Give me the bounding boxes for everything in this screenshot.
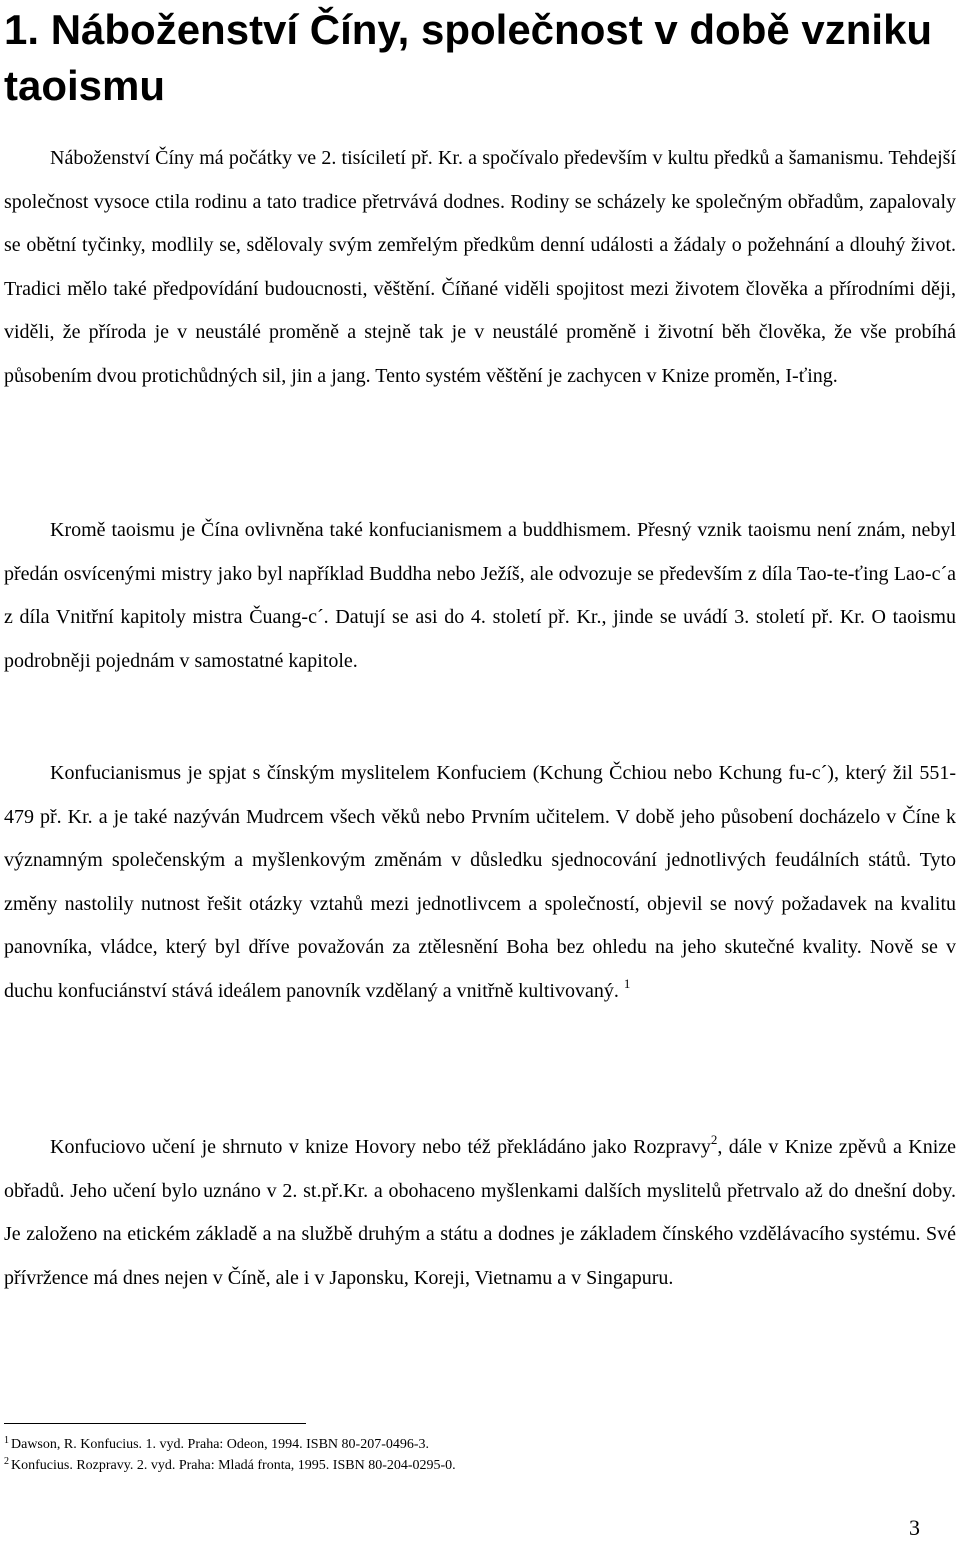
footnote-1 <box>4 1437 944 1453</box>
footnote-text-2: Konfucius. Rozpravy. 2. vyd. Praha: Mladá fronta, 1995. ISBN 80-204-0295-0. <box>11 1458 456 1473</box>
footnote-ref-2: 2 <box>710 1132 718 1147</box>
footnote-text-1: Dawson, R. Konfucius. 1. vyd. Praha: Odeon, 1994. ISBN 80-207-0496-3. <box>11 1437 430 1452</box>
footnote-2 <box>4 1458 944 1474</box>
chapter-heading: 1. Náboženství Číny, společnost v době vzniku taoismu <box>4 6 933 109</box>
paragraph-taoism: Kromě taoismu je Čína ovlivněna také konfucianismem a buddhismem. Přesný vznik taoismu není znám, nebyl předán osvícenými mistry jako byl například Buddha nebo Ježíš, ale odvozuje se především z díla Tao-te-ťing Lao-c´a z díla Vnitřní kapitoly mistra Čuang-c´. Datují se asi do 4. století př. Kr., jinde se uvádí 3. století př. Kr. O taoismu podrobněji pojednám v samostatné kapitole. <box>4 519 956 672</box>
paragraph-confucianism <box>4 752 956 1014</box>
paragraph-teachings <box>4 1126 956 1300</box>
paragraph-confucianism-text: Konfucianismus je spjat s čínským myslitelem Konfuciem (Kchung Čchiou nebo Kchung fu-c´), který žil 551-479 př. Kr. a je také nazýván Mudrcem všech věků nebo Prvním učitelem. V době jeho působení docházelo v Číne k významným společenským a myšlenkovým změnám v důsledku sjednocování jednotlivých feudálních států. Tyto změny nastolily nutnost řešit otázky vztahů mezi jednotlivcem a společností, objevil se nový požadavek na kvalitu panovníka, vládce, který byl dříve považován za ztělesnění Boha bez ohledu na jeho skutečné kvality. Nově se v duchu konfuciánství stává ideálem panovník vzdělaný a vnitřně kultivovaný. <box>4 762 956 1002</box>
paragraph-teachings-text-b: , dále v Knize zpěvů a Knize obřadů. Jeho učení bylo uznáno v 2. st.př.Kr. a obohaceno myšlenkami dalších myslitelů přetrvalo až do dnešní doby. Je založeno na etickém základě a na službě druhým a státu a dodnes je základem čínského vzdělávacího systému. Své přívržence má dnes nejen v Číně, ale i v Japonsku, Koreji, Vietnamu a v Singapuru. <box>4 1136 957 1289</box>
footnote-ref-1: 1 <box>623 975 631 991</box>
page-number: 3 <box>909 1515 920 1540</box>
footnote-separator <box>4 1423 306 1424</box>
paragraph-teachings-text-a: Konfuciovo učení je shrnuto v knize Hovory nebo též překládáno jako Rozpravy <box>50 1136 711 1158</box>
footnote-number-1: 1 <box>4 1435 9 1446</box>
footnote-number-2: 2 <box>4 1456 9 1467</box>
paragraph-religion: Náboženství Číny má počátky ve 2. tisíciletí př. Kr. a spočívalo především v kultu předků a šamanismu. Tehdejší společnost vysoce ctila rodinu a tato tradice přetrvává dodnes. Rodiny se scházely ke společným obřadům, zapalovaly se obětní tyčinky, modlily se, sdělovaly svým zemřelým předkům denní události a žádaly o požehnání a dlouhý život. Tradici mělo také předpovídání budoucnosti, věštění. Číňané viděli spojitost mezi životem člověka a přírodními ději, viděli, že příroda je v neustálé proměně a stejně tak je v neustálé proměně i životní běh člověka, že vše probíhá působením dvou protichůdných sil, jin a jang. Tento systém věštění je zachycen v Knize proměn, I-ťing. <box>4 147 956 387</box>
